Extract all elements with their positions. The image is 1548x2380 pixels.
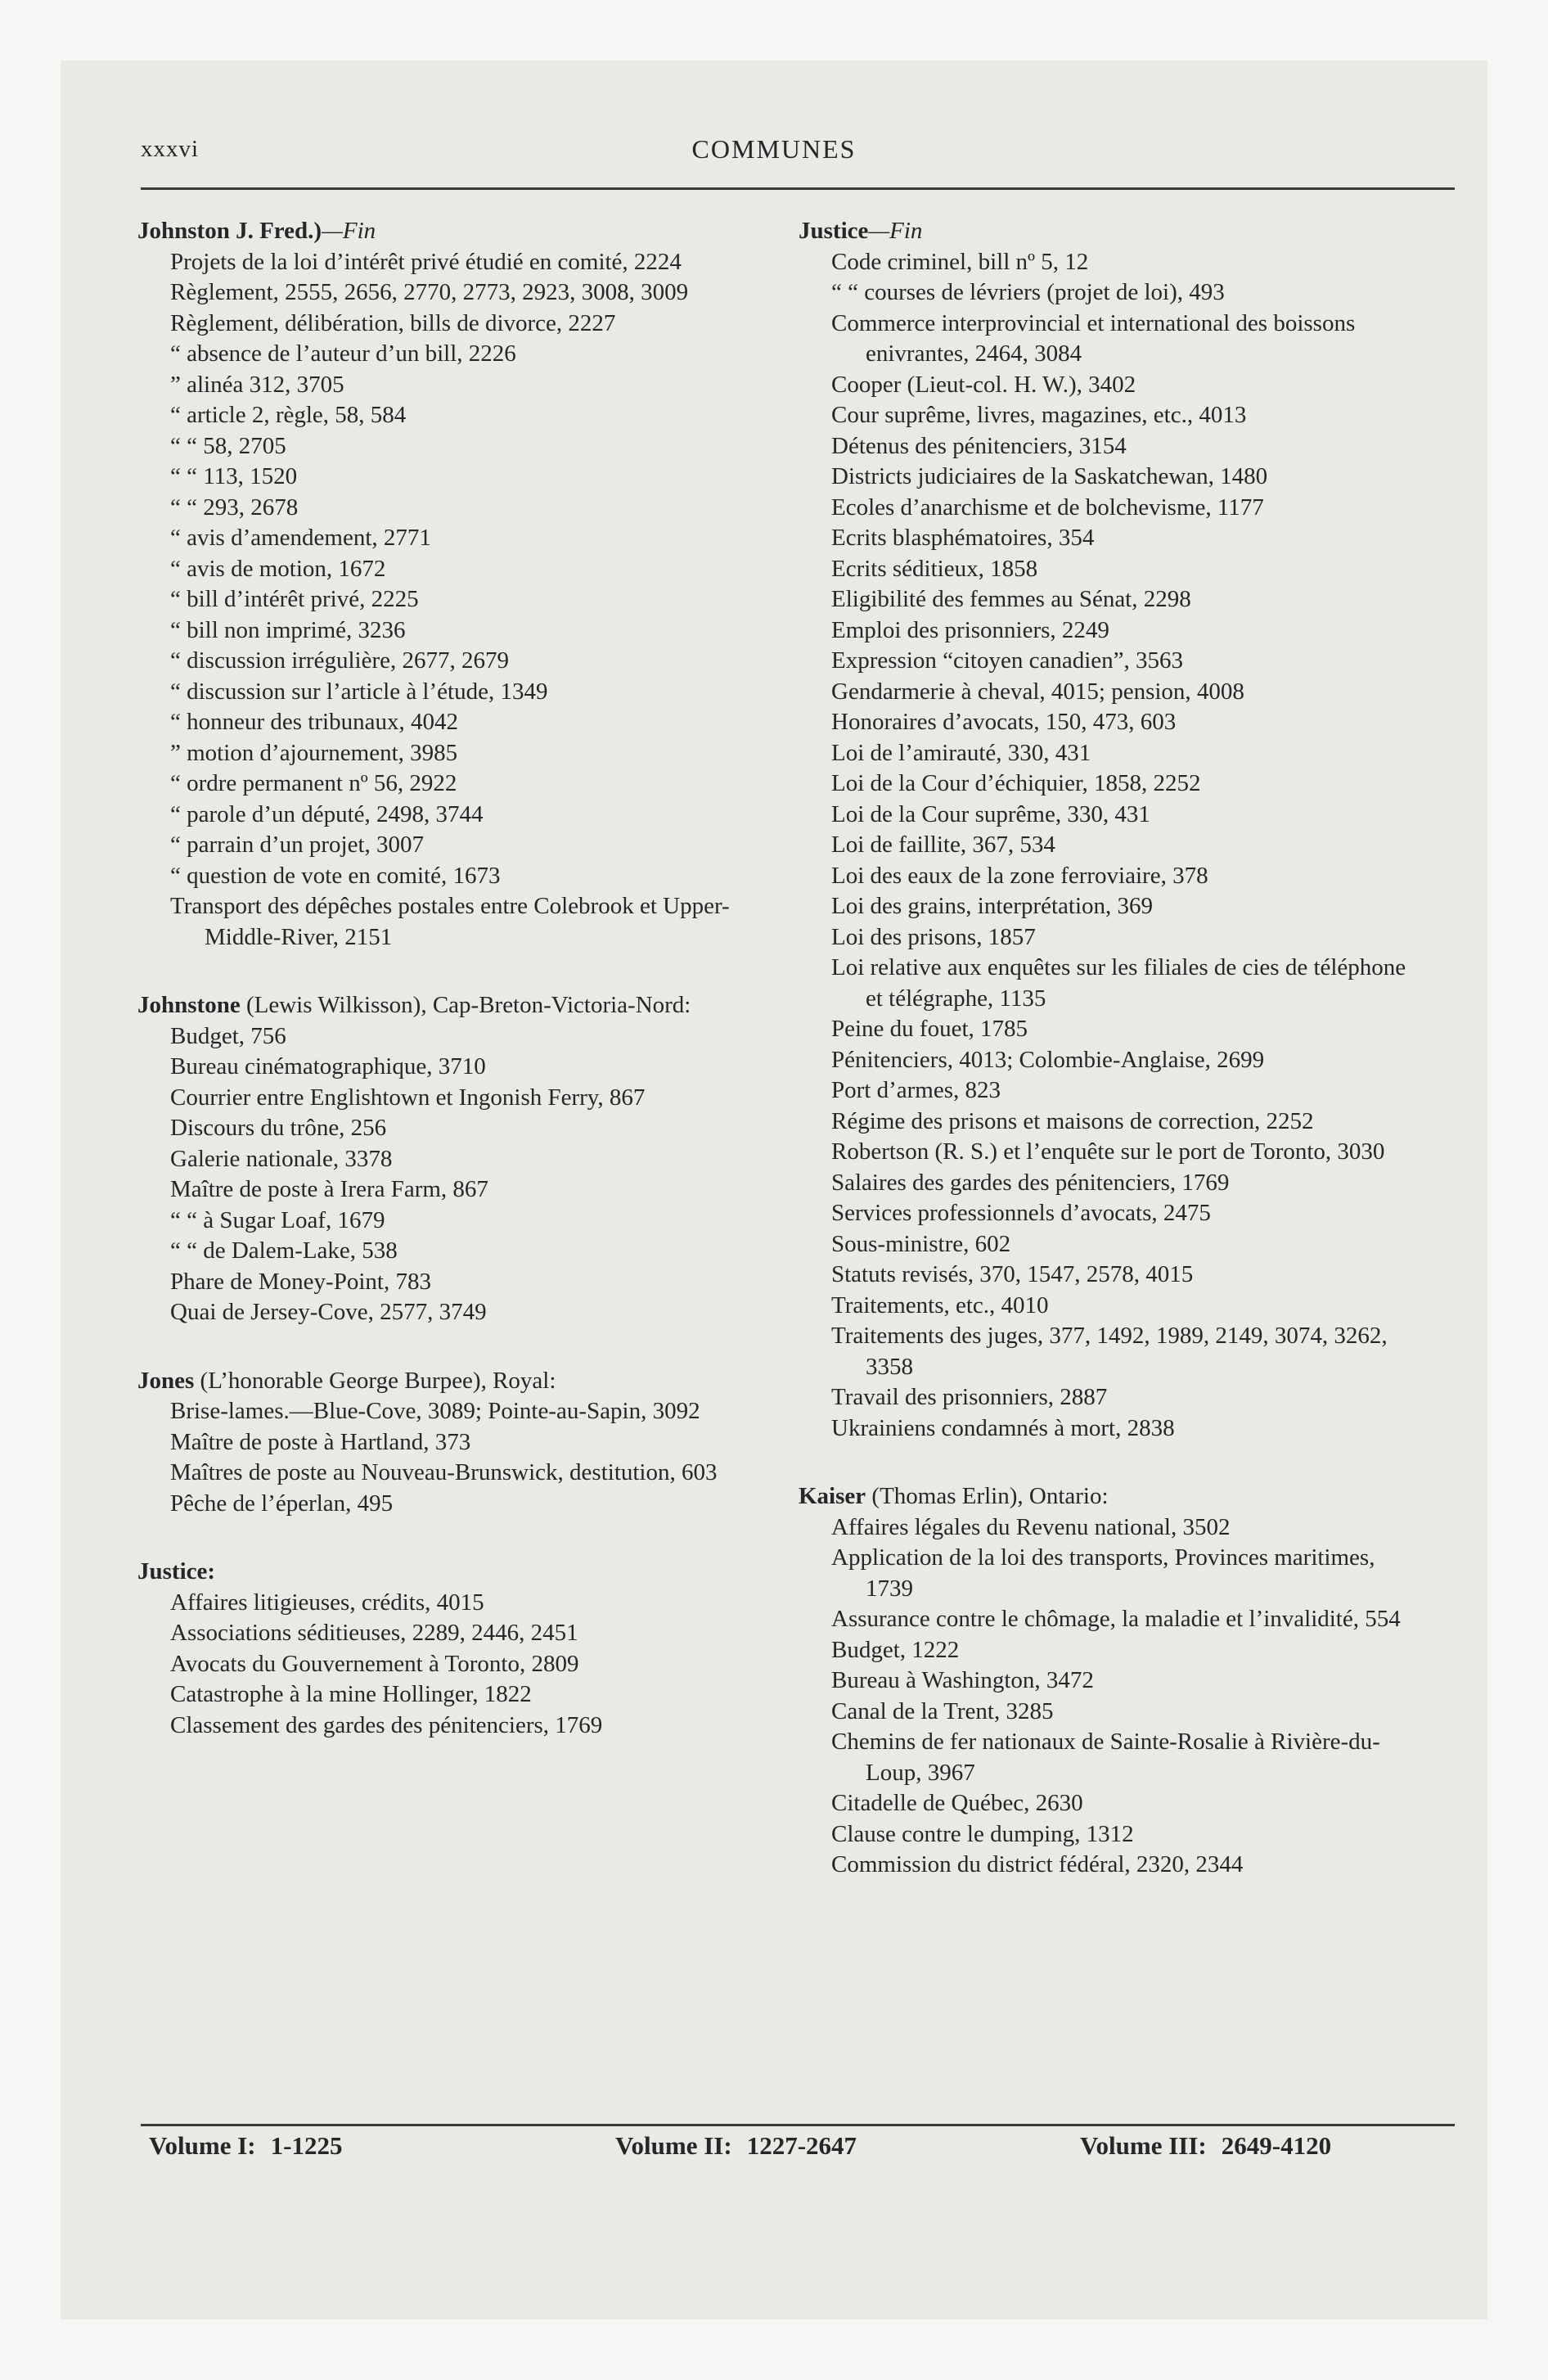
index-entry: “ avis d’amendement, 2771 xyxy=(170,525,431,551)
index-entry: “ bill d’intérêt privé, 2225 xyxy=(170,586,419,612)
index-entry: “ avis de motion, 1672 xyxy=(170,555,386,582)
index-entry: “ “ 293, 2678 xyxy=(170,494,299,521)
index-entry: Loi de la Cour d’échiquier, 1858, 2252 xyxy=(831,770,1201,796)
index-entry: Bureau à Washington, 3472 xyxy=(831,1667,1094,1693)
index-entry: “ discussion sur l’article à l’étude, 1349 xyxy=(170,678,548,705)
heading-name: Justice: xyxy=(137,1558,216,1584)
index-entry: Code criminel, bill nº 5, 12 xyxy=(831,248,1089,275)
heading-name: Justice xyxy=(799,218,869,244)
heading-suffix: —Fin xyxy=(322,218,376,244)
index-entry: “ parrain d’un projet, 3007 xyxy=(170,832,425,858)
index-entry: Pénitenciers, 4013; Colombie-Anglaise, 2699 xyxy=(831,1046,1265,1073)
index-entry: Loi de l’amirauté, 330, 431 xyxy=(831,739,1091,766)
index-entry: Ukrainiens condamnés à mort, 2838 xyxy=(831,1414,1175,1441)
index-entry: Loi relative aux enquêtes sur les filiales de cies de téléphone et télégraphe, 1135 xyxy=(831,954,1406,1012)
heading-name: Johnston J. Fred.) xyxy=(137,218,322,244)
index-entry: Détenus des pénitenciers, 3154 xyxy=(831,432,1127,459)
page-sheet xyxy=(61,61,1487,2319)
index-entry: Assurance contre le chômage, la maladie et l’invalidité, 554 xyxy=(831,1606,1401,1632)
index-entry: Gendarmerie à cheval, 4015; pension, 4008 xyxy=(831,678,1244,705)
index-entry: Avocats du Gouvernement à Toronto, 2809 xyxy=(170,1650,579,1677)
index-heading xyxy=(137,216,749,247)
index-entry: Pêche de l’éperlan, 495 xyxy=(170,1490,394,1517)
index-heading xyxy=(799,1481,1411,1512)
index-entry: “ “ de Dalem-Lake, 538 xyxy=(170,1237,398,1264)
index-entry: Sous-ministre, 602 xyxy=(831,1230,1011,1257)
index-entry: Traitements des juges, 377, 1492, 1989, 2149, 3074, 3262, 3358 xyxy=(831,1323,1388,1380)
index-entry: Cour suprême, livres, magazines, etc., 4013 xyxy=(831,402,1247,428)
volume-label: Volume III: xyxy=(1080,2131,1207,2160)
volume-label: Volume I: xyxy=(149,2131,256,2160)
heading-name: Johnstone xyxy=(137,992,241,1018)
index-entry: Maître de poste à Hartland, 373 xyxy=(170,1428,471,1455)
heading-suffix: —Fin xyxy=(868,218,923,244)
index-entry: Cooper (Lieut-col. H. W.), 3402 xyxy=(831,371,1136,398)
volume-range: 2649-4120 xyxy=(1221,2131,1332,2160)
index-entry: Budget, 756 xyxy=(170,1022,286,1049)
index-entry: Affaires litigieuses, crédits, 4015 xyxy=(170,1589,484,1616)
section-gap xyxy=(799,1444,1411,1481)
volume-range: 1-1225 xyxy=(270,2131,343,2160)
index-entry: Discours du trône, 256 xyxy=(170,1115,387,1141)
index-entry: “ article 2, règle, 58, 584 xyxy=(170,402,407,428)
index-entry: Eligibilité des femmes au Sénat, 2298 xyxy=(831,586,1191,612)
index-heading xyxy=(137,990,749,1021)
index-entry: Districts judiciaires de la Saskatchewan, 1480 xyxy=(831,463,1268,489)
index-entry: Salaires des gardes des pénitenciers, 1769 xyxy=(831,1169,1230,1196)
header-rule xyxy=(141,187,1455,190)
heading-suffix: (Thomas Erlin), Ontario: xyxy=(866,1483,1109,1509)
index-entry: Budget, 1222 xyxy=(831,1636,960,1663)
index-entry: Associations séditieuses, 2289, 2446, 2451 xyxy=(170,1620,578,1646)
index-entry: “ bill non imprimé, 3236 xyxy=(170,616,406,643)
index-entry: “ question de vote en comité, 1673 xyxy=(170,862,501,889)
section-gap xyxy=(137,953,749,990)
index-entry: “ “ 113, 1520 xyxy=(170,463,298,489)
index-entry: Quai de Jersey-Cove, 2577, 3749 xyxy=(170,1299,487,1325)
index-entry: Citadelle de Québec, 2630 xyxy=(831,1790,1083,1816)
footer-rule xyxy=(141,2124,1455,2126)
heading-suffix: (L’honorable George Burpee), Royal: xyxy=(194,1367,556,1394)
page-number: xxxvi xyxy=(141,136,200,162)
index-entry: Services professionnels d’avocats, 2475 xyxy=(831,1200,1211,1226)
index-entry: Affaires légales du Revenu national, 3502 xyxy=(831,1513,1231,1540)
index-heading xyxy=(137,1557,749,1588)
index-entry: “ honneur des tribunaux, 4042 xyxy=(170,709,458,735)
heading-suffix: (Lewis Wilkisson), Cap-Breton-Victoria-Nord: xyxy=(240,992,691,1018)
index-entry: Commerce interprovincial et international des boissons enivrantes, 2464, 3084 xyxy=(831,309,1356,367)
index-entry: Bureau cinématographique, 3710 xyxy=(170,1053,486,1080)
index-entry: Ecoles d’anarchisme et de bolchevisme, 1177 xyxy=(831,494,1264,521)
index-entry: “ “ 58, 2705 xyxy=(170,432,286,459)
heading-name: Kaiser xyxy=(799,1483,866,1509)
index-entry: Statuts revisés, 370, 1547, 2578, 4015 xyxy=(831,1261,1194,1287)
index-entry: ” alinéa 312, 3705 xyxy=(170,371,344,398)
index-entry: Galerie nationale, 3378 xyxy=(170,1145,393,1172)
index-entry: Phare de Money-Point, 783 xyxy=(170,1268,431,1295)
index-entry: “ ordre permanent nº 56, 2922 xyxy=(170,770,457,796)
volume-3 xyxy=(1080,2131,1331,2161)
index-entry: Maître de poste à Irera Farm, 867 xyxy=(170,1176,488,1202)
right-column xyxy=(799,216,1411,1881)
index-heading xyxy=(799,216,1411,247)
index-entry: Port d’armes, 823 xyxy=(831,1077,1001,1103)
index-entry: Chemins de fer nationaux de Sainte-Rosalie à Rivière-du-Loup, 3967 xyxy=(831,1729,1380,1786)
volume-footer xyxy=(141,2131,1455,2180)
index-entry: Canal de la Trent, 3285 xyxy=(831,1697,1054,1724)
index-entry: Expression “citoyen canadien”, 3563 xyxy=(831,647,1184,674)
index-entry: “ discussion irrégulière, 2677, 2679 xyxy=(170,647,509,674)
index-entry: Honoraires d’avocats, 150, 473, 603 xyxy=(831,709,1177,735)
volume-1 xyxy=(149,2131,342,2161)
index-entry: Travail des prisonniers, 2887 xyxy=(831,1384,1108,1410)
volume-2 xyxy=(615,2131,857,2161)
index-entry: “ “ courses de lévriers (projet de loi), 493 xyxy=(831,279,1225,305)
index-entry: Clause contre le dumping, 1312 xyxy=(831,1820,1134,1847)
section-gap xyxy=(137,1328,749,1366)
index-entry: Ecrits séditieux, 1858 xyxy=(831,555,1038,582)
index-entry: Application de la loi des transports, Provinces maritimes, 1739 xyxy=(831,1544,1375,1602)
index-entry: Emploi des prisonniers, 2249 xyxy=(831,616,1109,643)
index-entry: ” motion d’ajournement, 3985 xyxy=(170,739,458,766)
index-entry: Peine du fouet, 1785 xyxy=(831,1016,1028,1042)
index-entry: Commission du district fédéral, 2320, 2344 xyxy=(831,1851,1244,1877)
volume-range: 1227-2647 xyxy=(746,2131,857,2160)
index-entry: Robertson (R. S.) et l’enquête sur le port de Toronto, 3030 xyxy=(831,1138,1385,1165)
index-entry: Maîtres de poste au Nouveau-Brunswick, destitution, 603 xyxy=(170,1459,718,1485)
index-entry: Classement des gardes des pénitenciers, 1769 xyxy=(170,1711,603,1738)
index-entry: Loi de la Cour suprême, 330, 431 xyxy=(831,800,1150,827)
index-entry: Traitements, etc., 4010 xyxy=(831,1291,1049,1318)
volume-label: Volume II: xyxy=(615,2131,732,2160)
index-entry: “ parole d’un député, 2498, 3744 xyxy=(170,800,484,827)
page-title: COMMUNES xyxy=(691,134,857,164)
index-entry: Transport des dépêches postales entre Colebrook et Upper-Middle-River, 2151 xyxy=(170,893,730,950)
index-entry: Règlement, 2555, 2656, 2770, 2773, 2923, 3008, 3009 xyxy=(170,279,689,305)
left-column xyxy=(137,216,749,1741)
index-entry: “ absence de l’auteur d’un bill, 2226 xyxy=(170,340,516,367)
index-entry: Brise-lames.—Blue-Cove, 3089; Pointe-au-Sapin, 3092 xyxy=(170,1398,700,1424)
index-entry: Loi de faillite, 367, 534 xyxy=(831,832,1055,858)
index-heading xyxy=(137,1366,749,1397)
index-entry: Loi des eaux de la zone ferroviaire, 378 xyxy=(831,862,1208,889)
index-entry: Courrier entre Englishtown et Ingonish Ferry, 867 xyxy=(170,1084,646,1111)
index-entry: Règlement, délibération, bills de divorce, 2227 xyxy=(170,309,616,336)
index-entry: Loi des prisons, 1857 xyxy=(831,923,1036,950)
index-entry: “ “ à Sugar Loaf, 1679 xyxy=(170,1206,385,1233)
index-entry: Projets de la loi d’intérêt privé étudié en comité, 2224 xyxy=(170,248,682,275)
index-entry: Régime des prisons et maisons de correction, 2252 xyxy=(831,1107,1314,1134)
index-entry: Ecrits blasphématoires, 354 xyxy=(831,525,1095,551)
heading-name: Jones xyxy=(137,1367,195,1394)
index-entry: Catastrophe à la mine Hollinger, 1822 xyxy=(170,1681,532,1707)
section-gap xyxy=(137,1519,749,1557)
index-entry: Loi des grains, interprétation, 369 xyxy=(831,893,1154,919)
